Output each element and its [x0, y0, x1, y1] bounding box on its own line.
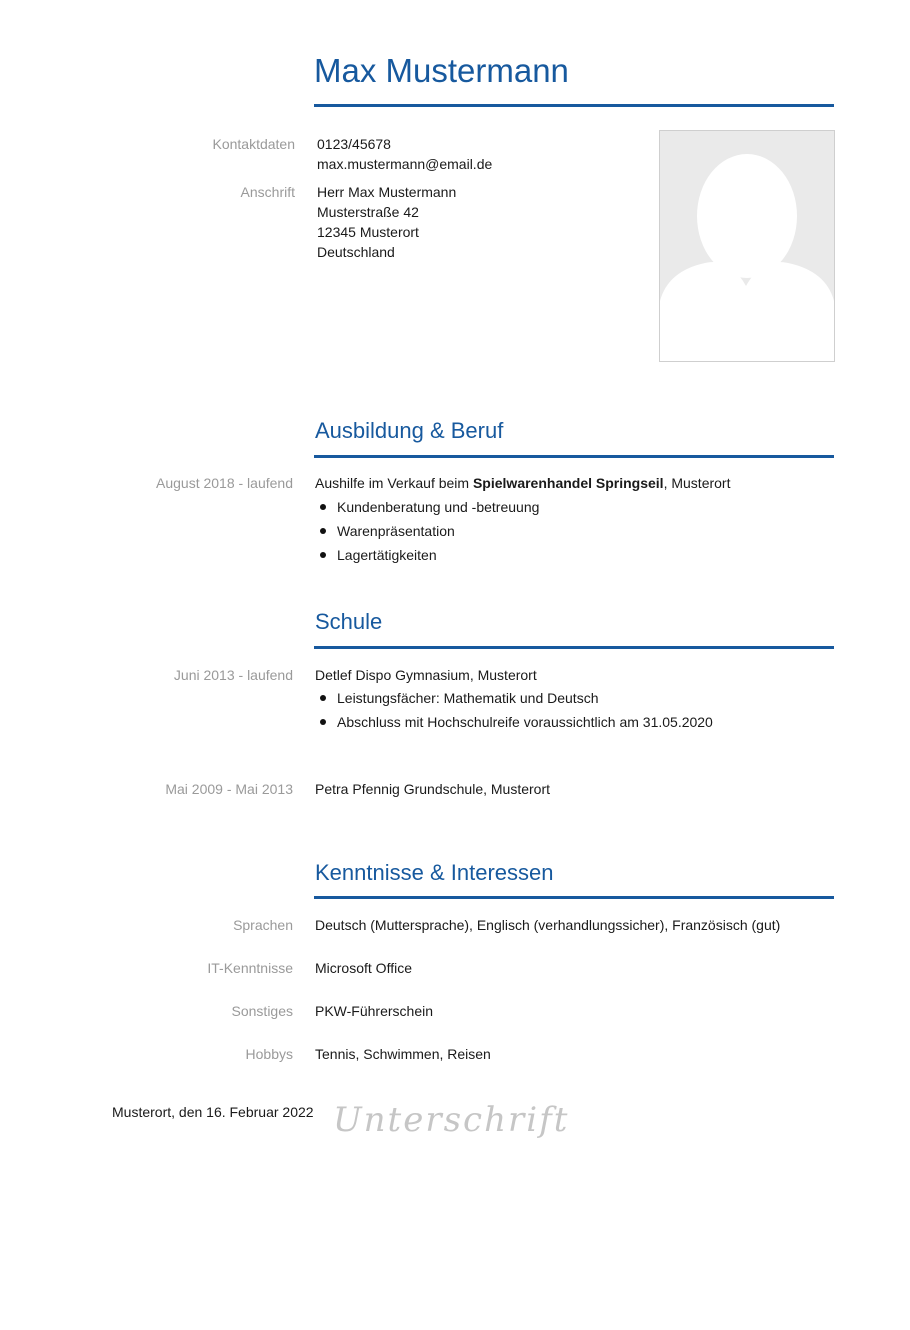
address-line: Herr Max Mustermann: [317, 184, 457, 200]
signature: Unterschrift: [333, 1100, 570, 1140]
career-position: [315, 473, 730, 493]
skill-label: IT-Kenntnisse: [207, 960, 293, 976]
person-silhouette-icon: [660, 131, 834, 361]
school-bullets: [315, 686, 713, 734]
school-name: Petra Pfennig Grundschule, Musterort: [315, 781, 551, 797]
skill-label: Sprachen: [233, 917, 293, 933]
skill-value: Tennis, Schwimmen, Reisen: [315, 1046, 491, 1062]
address-line: Deutschland: [317, 244, 395, 260]
section-title-career: Ausbildung & Beruf: [315, 418, 504, 443]
contact-label: Kontaktdaten: [212, 136, 295, 152]
skill-label: Sonstiges: [231, 1003, 293, 1019]
school-date: Mai 2009 - Mai 2013: [165, 781, 293, 797]
place-date: Musterort, den 16. Februar 2022: [112, 1104, 314, 1120]
list-item: Lagertätigkeiten: [315, 543, 539, 567]
position-location: , Musterort: [663, 475, 731, 491]
address-line: Musterstraße 42: [317, 204, 419, 220]
career-bullets: [315, 495, 539, 567]
title-rule: [314, 104, 834, 107]
page-title: Max Mustermann: [314, 52, 569, 89]
school-name: Detlef Dispo Gymnasium, Musterort: [315, 667, 537, 683]
section-rule: [314, 646, 834, 649]
position-text: Aushilfe im Verkauf beim: [315, 475, 473, 491]
skill-value: Deutsch (Muttersprache), Englisch (verhandlungssicher), Französisch (gut): [315, 917, 781, 933]
skill-value: PKW-Führerschein: [315, 1003, 434, 1019]
section-title-skills: Kenntnisse & Interessen: [315, 860, 554, 885]
company-name: Spielwarenhandel Springseil: [472, 475, 664, 491]
address-block: [317, 182, 456, 262]
skill-label: Hobbys: [245, 1046, 293, 1062]
section-title-school: Schule: [315, 609, 383, 634]
list-item: Abschluss mit Hochschulreife voraussichtlich am 31.05.2020: [315, 710, 713, 734]
profile-photo: [659, 130, 835, 362]
section-rule: [314, 455, 834, 458]
skill-value: Microsoft Office: [315, 960, 412, 976]
email-address: max.mustermann@email.de: [317, 156, 493, 172]
list-item: Warenpräsentation: [315, 519, 539, 543]
section-rule: [314, 896, 834, 899]
phone-number: 0123/45678: [317, 136, 391, 152]
list-item: Leistungsfächer: Mathematik und Deutsch: [315, 686, 713, 710]
address-line: 12345 Musterort: [317, 224, 419, 240]
career-date: August 2018 - laufend: [156, 475, 293, 491]
school-date: Juni 2013 - laufend: [173, 667, 293, 683]
list-item: Kundenberatung und -betreuung: [315, 495, 539, 519]
address-label: Anschrift: [240, 184, 295, 200]
